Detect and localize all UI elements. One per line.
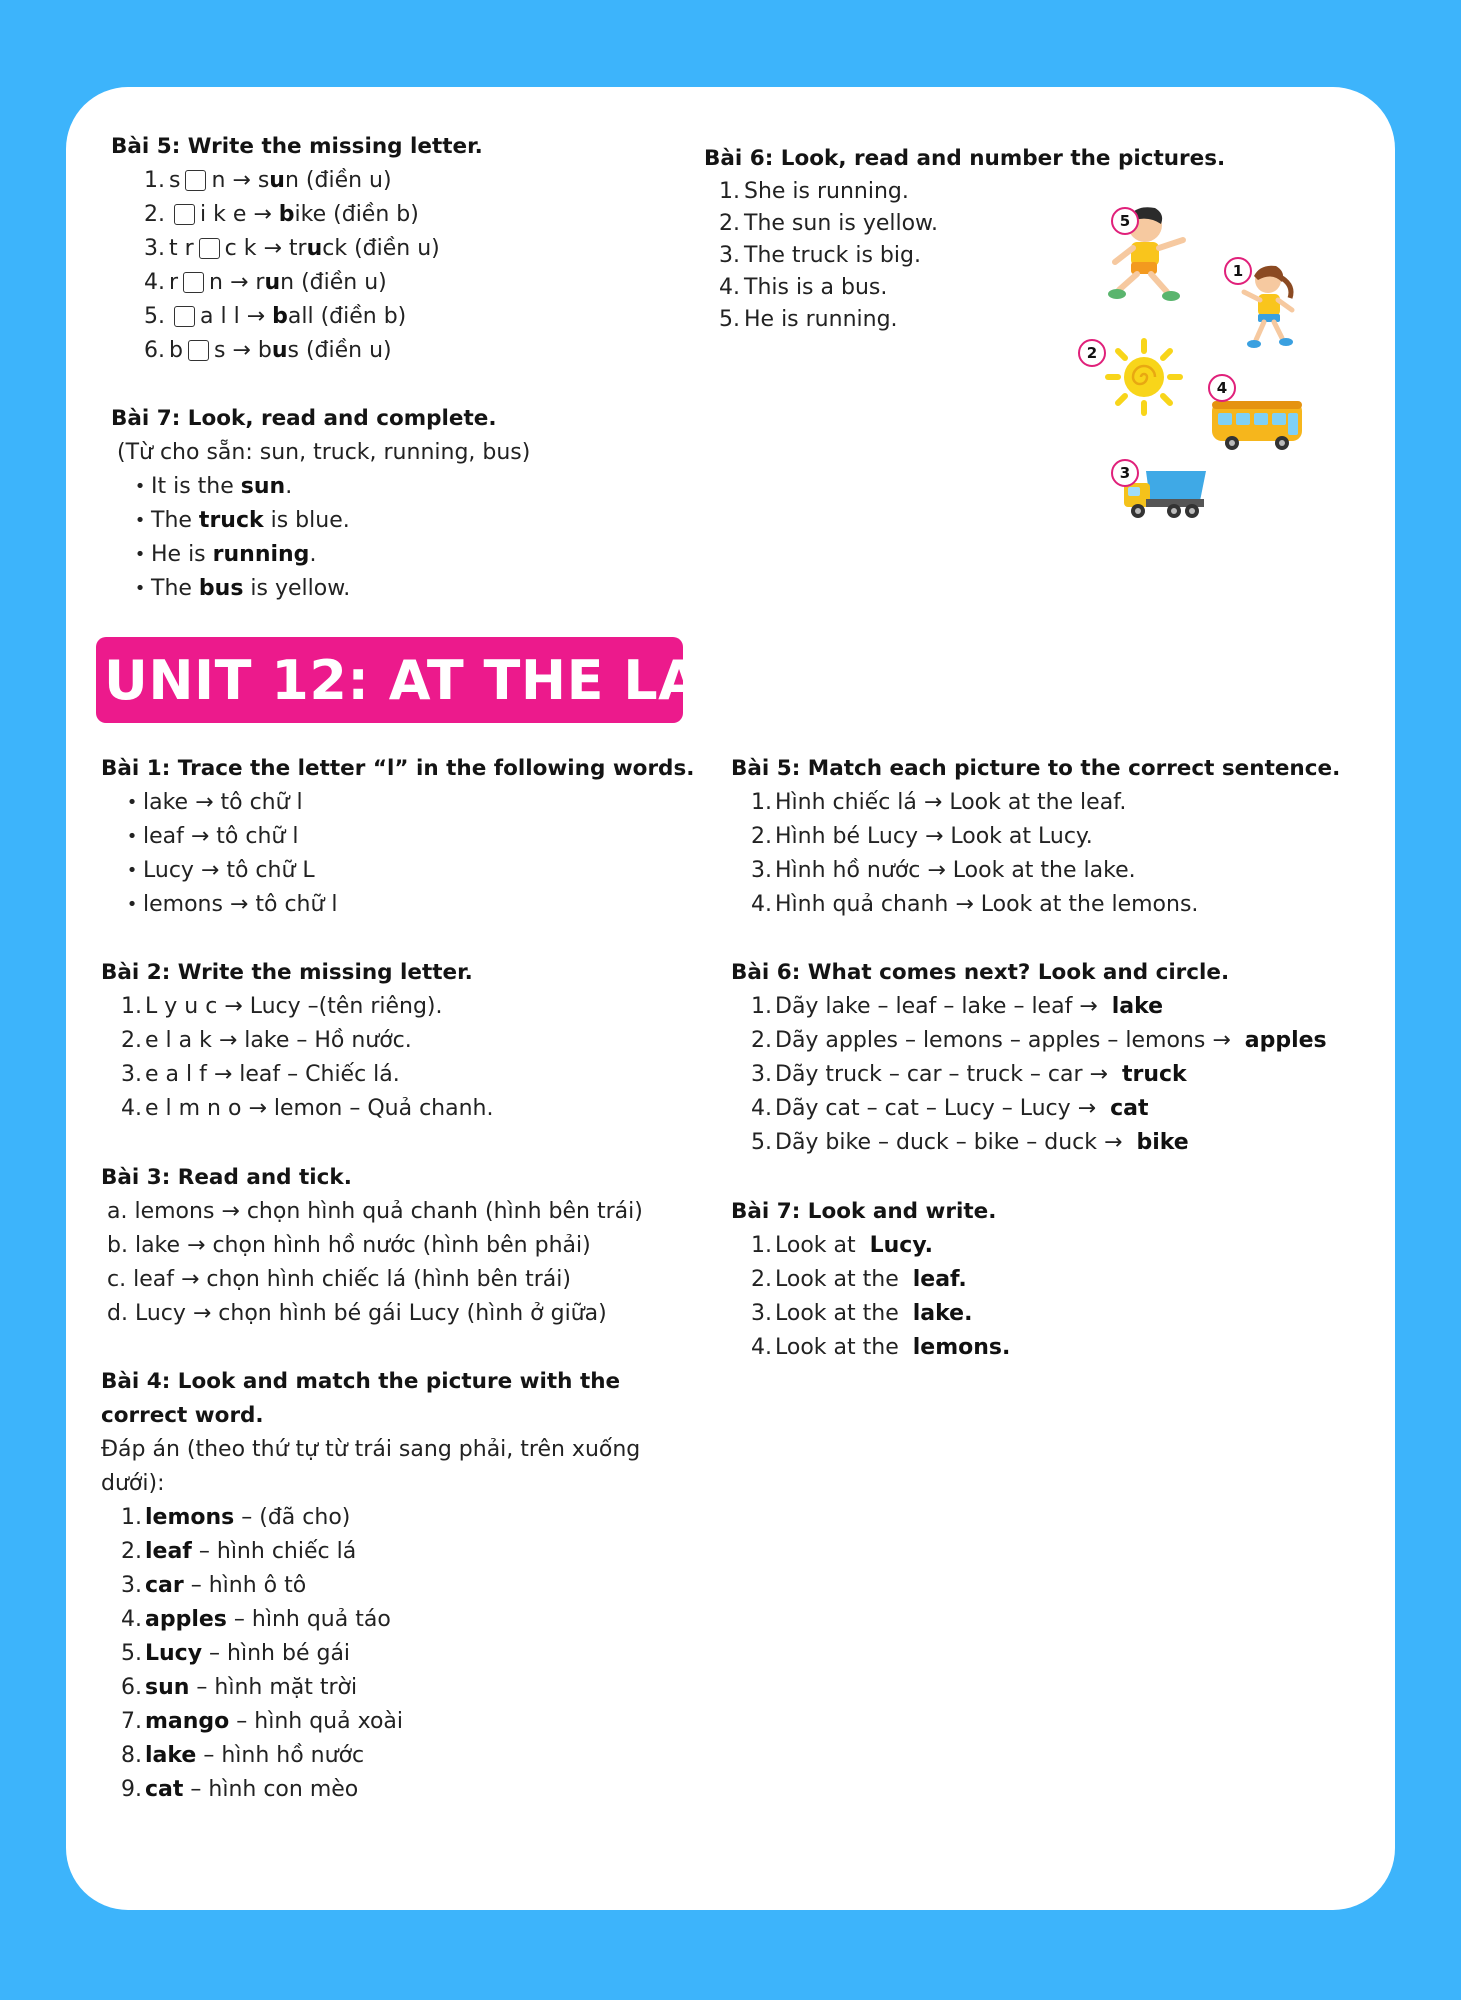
bai3-section — [101, 1161, 643, 1331]
list-item: 4. e l m n o → lemon – Quả chanh. — [121, 1096, 494, 1121]
list-item: 1. L y u c → Lucy –(tên riêng). — [121, 994, 443, 1019]
list-item: 8. lake – hình hồ nước — [121, 1743, 365, 1768]
list-item: 1. s n → s u n (điền u) — [144, 168, 392, 193]
list-item: 5. Dãy bike – duck – bike – duck → bike — [751, 1130, 1189, 1155]
list-item: 5. Lucy – hình bé gái — [121, 1641, 351, 1666]
list-item: • The bus is yellow. — [134, 576, 351, 601]
list-item: c. leaf → chọn hình chiếc lá (hình bên trái) — [107, 1267, 571, 1292]
list-item: 2. leaf – hình chiếc lá — [121, 1539, 357, 1564]
list-item: • Lucy → tô chữ L — [126, 858, 315, 883]
picture-number-badge: 5 — [1111, 207, 1139, 235]
bai2-section — [101, 956, 493, 1126]
bai5-section — [731, 752, 1340, 922]
list-item: • lemons → tô chữ l — [126, 892, 338, 917]
list-item: 3. t r c k → tr u ck (điền u) — [144, 236, 440, 261]
section-title: Bài 1: Trace the letter “l” in the following words. — [101, 756, 695, 781]
list-item: 4. Hình quả chanh → Look at the lemons. — [751, 892, 1199, 917]
list-item: 3. Dãy truck – car – truck – car → truck — [751, 1062, 1187, 1087]
list-item: 7. mango – hình quả xoài — [121, 1709, 403, 1734]
section-title: Bài 7: Look, read and complete. — [111, 406, 497, 431]
list-item: 4. This is a bus. — [719, 275, 888, 300]
blank-box — [174, 204, 195, 225]
list-item: 4. Look at the lemons. — [751, 1335, 1011, 1360]
list-item: 9. cat – hình con mèo — [121, 1777, 359, 1802]
word-bank-note: (Từ cho sẵn: sun, truck, running, bus) — [117, 440, 531, 465]
picture-number-badge: 3 — [1111, 459, 1139, 487]
list-item: 3. Hình hồ nước → Look at the lake. — [751, 858, 1136, 883]
top-bai5-section — [111, 130, 483, 368]
list-item: 4. Dãy cat – cat – Lucy – Lucy → cat — [751, 1096, 1149, 1121]
unit-banner — [96, 637, 781, 723]
list-item: 5. a l l → b all (điền b) — [144, 304, 407, 329]
list-item: • lake → tô chữ l — [126, 790, 303, 815]
answer-intro: Đáp án (theo thứ tự từ trái sang phải, trên xuống — [101, 1437, 641, 1462]
blank-box — [183, 272, 204, 293]
list-item: 3. Look at the lake. — [751, 1301, 973, 1326]
bai1-section — [101, 752, 694, 922]
list-item: • It is the sun . — [134, 474, 293, 499]
top-bai7-section — [111, 402, 530, 606]
school-bus-icon — [1210, 395, 1306, 455]
list-item: 1. She is running. — [719, 179, 909, 204]
picture-number-badge: 2 — [1078, 339, 1106, 367]
bai6-section — [731, 956, 1327, 1160]
picture-number-badge: 4 — [1208, 374, 1236, 402]
sun-icon — [1104, 337, 1184, 417]
list-item: 5. He is running. — [719, 307, 898, 332]
list-item: b. lake → chọn hình hồ nước (hình bên phải) — [107, 1233, 591, 1258]
section-title: Bài 3: Read and tick. — [101, 1165, 352, 1190]
list-item: 2. Look at the leaf. — [751, 1267, 967, 1292]
list-item: 6. sun – hình mặt trời — [121, 1675, 358, 1700]
list-item: 1. Look at Lucy. — [751, 1233, 934, 1258]
section-title: Bài 5: Match each picture to the correct sentence. — [731, 756, 1341, 781]
blank-box — [174, 306, 195, 327]
list-item: 2. The sun is yellow. — [719, 211, 939, 236]
list-item: 2. Hình bé Lucy → Look at Lucy. — [751, 824, 1093, 849]
list-item: • He is running . — [134, 542, 317, 567]
blank-box — [199, 238, 220, 259]
list-item: a. lemons → chọn hình quả chanh (hình bên trái) — [107, 1199, 643, 1224]
blank-box — [188, 340, 209, 361]
list-item: • leaf → tô chữ l — [126, 824, 299, 849]
list-item: 4. r n → r u n (điền u) — [144, 270, 387, 295]
list-item: d. Lucy → chọn hình bé gái Lucy (hình ở giữa) — [107, 1301, 607, 1326]
picture-number-badge: 1 — [1224, 257, 1252, 285]
section-title: Bài 4: Look and match the picture with the — [101, 1369, 621, 1394]
list-item: 3. car – hình ô tô — [121, 1573, 307, 1598]
section-title-cont: correct word. — [101, 1403, 264, 1428]
section-title: Bài 6: Look, read and number the pictures. — [704, 146, 1226, 171]
list-item: 1. Dãy lake – leaf – lake – leaf → lake — [751, 994, 1164, 1019]
list-item: 6. b s → b u s (điền u) — [144, 338, 392, 363]
bai7-section — [731, 1195, 1010, 1365]
section-title: Bài 7: Look and write. — [731, 1199, 997, 1224]
list-item: 3. e a l f → leaf – Chiếc lá. — [121, 1062, 400, 1087]
section-title: Bài 5: Write the missing letter. — [111, 134, 483, 159]
list-item: 1. Hình chiếc lá → Look at the leaf. — [751, 790, 1127, 815]
list-item: 1. lemons – (đã cho) — [121, 1505, 351, 1530]
list-item: 2. i k e → b ike (điền b) — [144, 202, 419, 227]
list-item: 2. Dãy apples – lemons – apples – lemons → apples — [751, 1028, 1327, 1053]
answer-intro-cont: dưới): — [101, 1471, 165, 1496]
blank-box — [185, 170, 206, 191]
section-title: Bài 2: Write the missing letter. — [101, 960, 473, 985]
list-item: 4. apples – hình quả táo — [121, 1607, 391, 1632]
list-item: 2. e l a k → lake – Hồ nước. — [121, 1028, 412, 1053]
list-item: 3. The truck is big. — [719, 243, 921, 268]
list-item: • The truck is blue. — [134, 508, 350, 533]
bai4-section — [101, 1365, 640, 1807]
section-title: Bài 6: What comes next? Look and circle. — [731, 960, 1230, 985]
unit-title: UNIT 12: AT THE LAKE — [104, 648, 781, 712]
